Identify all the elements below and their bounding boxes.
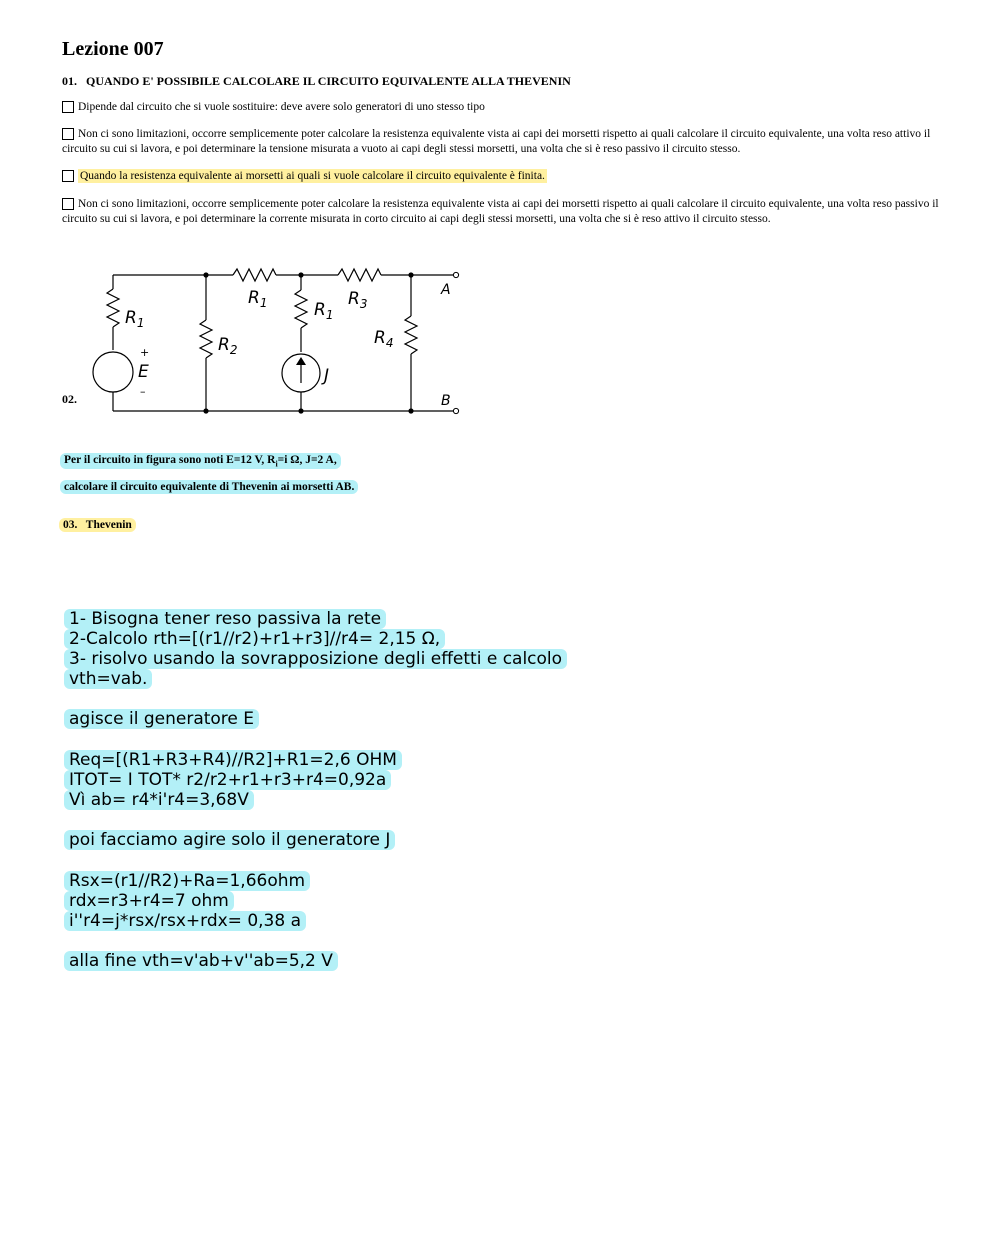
question-1-title: QUANDO E' POSSIBILE CALCOLARE IL CIRCUITO EQUIVALENTE ALLA THEVENIN [86,74,571,88]
question-3-title: Thevenin [85,519,132,531]
answer-option-2 [62,127,942,157]
checkbox-option-4[interactable] [62,198,74,210]
lesson-title: Lezione 007 [62,38,164,60]
label-j: J [324,366,330,386]
question-3-number: 03. [63,519,78,531]
circuit-diagram [88,262,468,422]
annotation-line: ITOT= I TOT* r2/r2+r1+r3+r4=0,92a [64,770,391,790]
annotation-block-5 [64,871,310,931]
answer-option-3 [62,169,942,184]
question-1-heading [62,74,571,89]
answer-option-1 [62,100,942,115]
answer-option-4 [62,197,942,227]
annotation-line: alla fine vth=v'ab+v''ab=5,2 V [64,951,338,971]
annotation-block-4 [64,830,395,850]
question-2-number: 02. [62,392,77,406]
label-e: E [138,362,149,382]
label-r1-top: $R_1$ [248,288,268,310]
terminal-a-label: A [441,282,451,298]
annotation-line: 2-Calcolo rth=[(r1//r2)+r1+r3]//r4= 2,15 Ω, [64,629,445,649]
question-1-number: 01. [62,74,77,88]
option-2-text: Non ci sono limitazioni, occorre semplicemente poter calcolare la resistenza equivalente vista ai capi dei morsetti rispetto ai quali calcolare il circuito equivalente, una volta reso attivo il circuito su cui si lavora, e poi determinare la tensione misurata a vuoto ai capi degli stessi morsetti, una volta che si è reso passivo il circuito stesso. [62,128,931,155]
label-r1-left: $R_1$ [125,308,145,330]
annotation-line: Req=[(R1+R3+R4)//R2]+R1=2,6 OHM [64,750,402,770]
annotation-block-6 [64,951,338,971]
annotation-line: rdx=r3+r4=7 ohm [64,891,234,911]
e-plus-sign: + [140,346,150,359]
label-r1-mid: $R_1$ [314,300,334,322]
label-r3: $R_3$ [348,289,368,311]
terminal-b-label: B [441,393,451,409]
annotation-line: Vì ab= r4*i'r4=3,68V [64,790,254,810]
question-2-text-line-2: calcolare il circuito equivalente di Thevenin ai morsetti AB. [60,480,358,494]
label-r4: $R_4$ [374,328,394,350]
annotation-block-3 [64,750,402,810]
option-1-text: Dipende dal circuito che si vuole sostituire: deve avere solo generatori di uno stesso tipo [78,101,485,113]
annotation-line: poi facciamo agire solo il generatore J [64,830,395,850]
annotation-line: 3- risolvo usando la sovrapposizione degli effetti e calcolo [64,649,567,669]
option-4-text: Non ci sono limitazioni, occorre semplicemente poter calcolare la resistenza equivalente vista ai capi dei morsetti rispetto ai quali calcolare il circuito equivalente, una volta reso passivo il circuito su cui si lavora, e poi determinare la corrente misurata in corto circuito ai capi degli stessi morsetti, una volta che si è reso attivo il circuito stesso. [62,198,939,225]
annotation-line: Rsx=(r1//R2)+Ra=1,66ohm [64,871,310,891]
question-2-text-line-1: Per il circuito in figura sono noti E=12 V, $R_i=i$ Ω, J=2 A, [60,453,341,469]
checkbox-option-3[interactable] [62,170,74,182]
option-3-text: Quando la resistenza equivalente ai morsetti ai quali si vuole calcolare il circuito equivalente è finita. [80,170,545,182]
checkbox-option-2[interactable] [62,128,74,140]
label-r2: $R_2$ [218,335,238,357]
annotation-block-2 [64,709,259,729]
e-minus-sign: – [140,385,146,398]
checkbox-option-1[interactable] [62,101,74,113]
question-3-heading [59,518,136,532]
annotation-line: i''r4=j*rsx/rsx+rdx= 0,38 a [64,911,306,931]
annotation-line: vth=vab. [64,669,152,689]
annotation-line: agisce il generatore E [64,709,259,729]
annotation-block-1 [64,609,567,689]
annotation-line: 1- Bisogna tener reso passiva la rete [64,609,386,629]
